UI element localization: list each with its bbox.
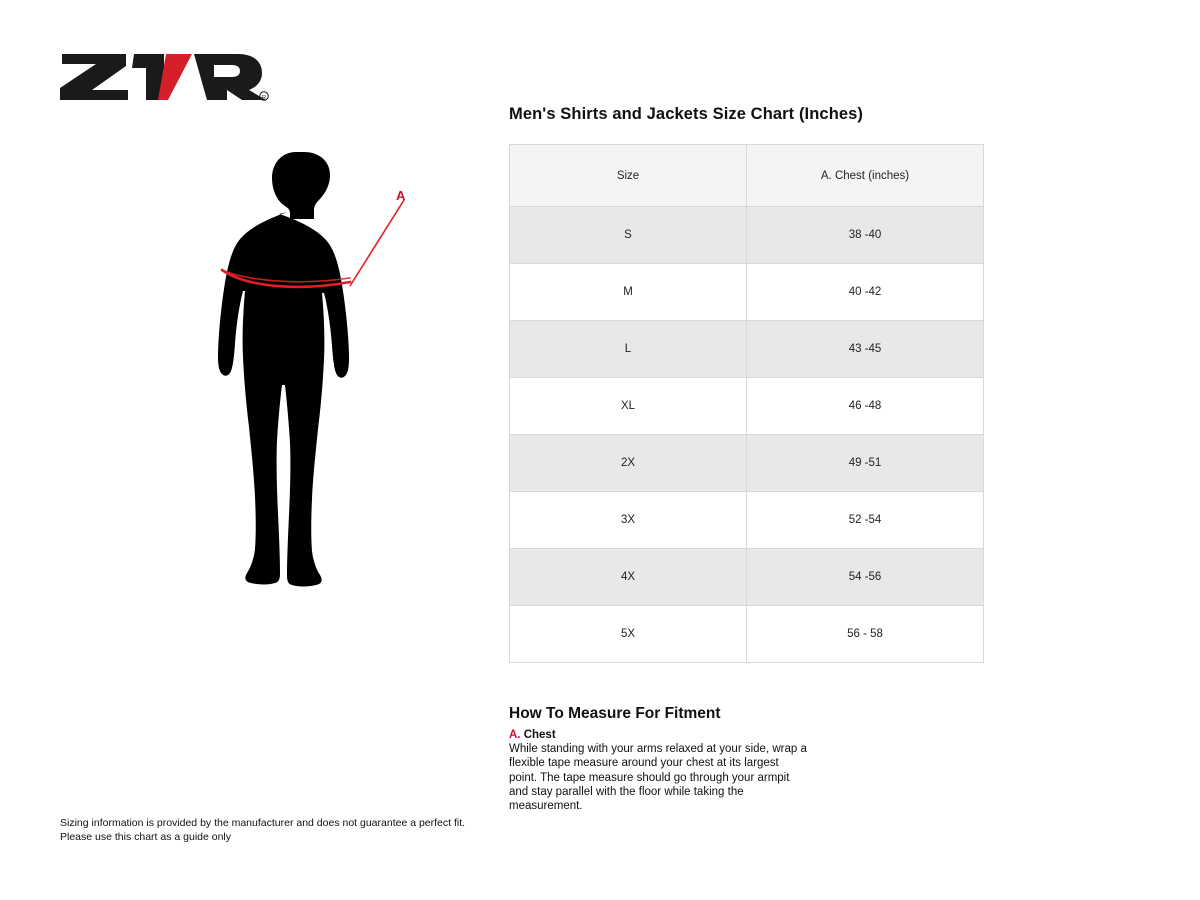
cell-chest: 49 -51 bbox=[747, 435, 984, 492]
column-header-size: Size bbox=[510, 145, 747, 207]
disclaimer-line-2: Please use this chart as a guide only bbox=[60, 830, 232, 843]
cell-chest: 38 -40 bbox=[747, 207, 984, 264]
table-header-row bbox=[510, 145, 984, 207]
measure-item-label bbox=[509, 729, 985, 741]
z1r-logo bbox=[60, 48, 270, 104]
table-body bbox=[510, 207, 984, 663]
disclaimer bbox=[60, 817, 465, 844]
page-title: Men's Shirts and Jackets Size Chart (Inches) bbox=[509, 105, 864, 123]
cell-size: M bbox=[510, 264, 747, 321]
how-to-measure-heading: How To Measure For Fitment bbox=[509, 705, 721, 722]
cell-size: L bbox=[510, 321, 747, 378]
cell-size: XL bbox=[510, 378, 747, 435]
measurement-label-a: A bbox=[396, 188, 406, 203]
size-chart-panel bbox=[509, 105, 985, 813]
table-row bbox=[510, 321, 984, 378]
table-row bbox=[510, 492, 984, 549]
table-row bbox=[510, 549, 984, 606]
z1r-logo-graphic bbox=[60, 48, 270, 104]
cell-chest: 54 -56 bbox=[747, 549, 984, 606]
svg-text:R: R bbox=[262, 95, 266, 101]
cell-chest: 43 -45 bbox=[747, 321, 984, 378]
table-row bbox=[510, 207, 984, 264]
cell-chest: 56 - 58 bbox=[747, 606, 984, 663]
table-row bbox=[510, 435, 984, 492]
measure-item-letter: A. bbox=[509, 729, 521, 741]
table-header bbox=[510, 145, 984, 207]
table-row bbox=[510, 606, 984, 663]
cell-chest: 52 -54 bbox=[747, 492, 984, 549]
column-header-chest: A. Chest (inches) bbox=[747, 145, 984, 207]
cell-size: 3X bbox=[510, 492, 747, 549]
cell-size: S bbox=[510, 207, 747, 264]
table-row bbox=[510, 378, 984, 435]
body-silhouette-graphic bbox=[200, 140, 440, 670]
cell-chest: 40 -42 bbox=[747, 264, 984, 321]
how-to-measure-section bbox=[509, 705, 985, 813]
disclaimer-line-1: Sizing information is provided by the manufacturer and does not guarantee a perfect fit. bbox=[60, 817, 466, 829]
body-silhouette-illustration bbox=[200, 140, 440, 670]
cell-size: 5X bbox=[510, 606, 747, 663]
table-row bbox=[510, 264, 984, 321]
cell-size: 4X bbox=[510, 549, 747, 606]
size-chart-table bbox=[509, 144, 984, 663]
cell-chest: 46 -48 bbox=[747, 378, 984, 435]
measure-item-name: Chest bbox=[523, 729, 556, 741]
cell-size: 2X bbox=[510, 435, 747, 492]
measure-item-description: While standing with your arms relaxed at your side, wrap a flexible tape measure around your chest at its largest point. The tape measure should go through your armpit and stay parallel with the floor while taking the measurement. bbox=[509, 743, 807, 813]
